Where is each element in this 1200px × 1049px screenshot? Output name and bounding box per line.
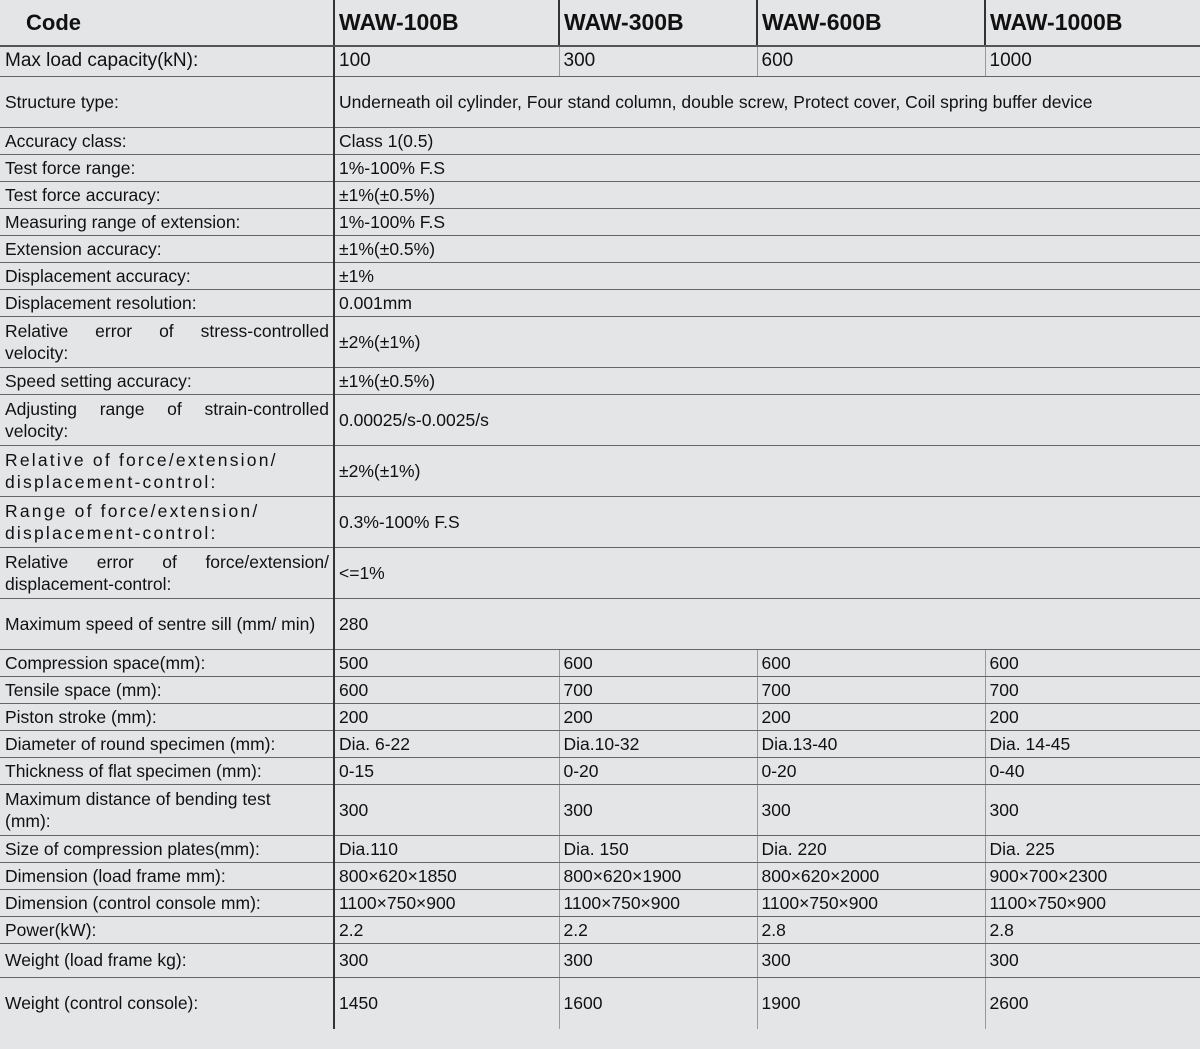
spec-value: 200: [334, 703, 559, 730]
model-header: WAW-600B: [757, 0, 985, 46]
spec-row: [0, 649, 1200, 676]
spec-value: ±2%(±1%): [334, 445, 1200, 496]
spec-value: 600: [334, 676, 559, 703]
spec-label: Adjusting range of strain-controlled velocity:: [0, 394, 334, 445]
spec-value: 800×620×1850: [334, 862, 559, 889]
model-header: WAW-1000B: [985, 0, 1200, 46]
spec-value: Dia. 14-45: [985, 730, 1200, 757]
spec-value: Dia.13-40: [757, 730, 985, 757]
spec-label: Speed setting accuracy:: [0, 367, 334, 394]
spec-row: [0, 76, 1200, 127]
spec-value: 300: [559, 943, 757, 977]
spec-value: 300: [985, 784, 1200, 835]
spec-row: [0, 208, 1200, 235]
spec-value: 800×620×1900: [559, 862, 757, 889]
spec-value: 700: [757, 676, 985, 703]
spec-value: 700: [985, 676, 1200, 703]
spec-row: [0, 316, 1200, 367]
spec-value: 300: [559, 46, 757, 76]
spec-label: Dimension (control console mm):: [0, 889, 334, 916]
spec-row: [0, 46, 1200, 76]
spec-row: [0, 676, 1200, 703]
spec-value: ±1%: [334, 262, 1200, 289]
spec-value: 1600: [559, 977, 757, 1029]
spec-value: Class 1(0.5): [334, 127, 1200, 154]
spec-label: Power(kW):: [0, 916, 334, 943]
spec-value: 600: [757, 649, 985, 676]
spec-value: 1100×750×900: [334, 889, 559, 916]
spec-value: 300: [334, 784, 559, 835]
spec-row: [0, 367, 1200, 394]
header-row: [0, 0, 1200, 46]
spec-value: 2.2: [559, 916, 757, 943]
spec-label: Compression space(mm):: [0, 649, 334, 676]
spec-label: Weight (load frame kg):: [0, 943, 334, 977]
spec-value: 200: [757, 703, 985, 730]
spec-value: 0.3%-100% F.S: [334, 496, 1200, 547]
model-header: WAW-300B: [559, 0, 757, 46]
spec-row: [0, 757, 1200, 784]
spec-value: ±1%(±0.5%): [334, 181, 1200, 208]
spec-value: 300: [757, 943, 985, 977]
spec-label: Maximum distance of bending test (mm):: [0, 784, 334, 835]
spec-label: Maximum speed of sentre sill (mm/ min): [0, 598, 334, 649]
spec-value: 600: [757, 46, 985, 76]
spec-value: 500: [334, 649, 559, 676]
spec-value: 1450: [339, 993, 378, 1014]
spec-value: 1100×750×900: [985, 889, 1200, 916]
spec-value: 2.8: [985, 916, 1200, 943]
spec-value: 0-40: [985, 757, 1200, 784]
spec-value: <=1%: [334, 547, 1200, 598]
spec-row: [0, 127, 1200, 154]
spec-label: Test force range:: [0, 154, 334, 181]
spec-value: Dia.10-32: [559, 730, 757, 757]
spec-row: [0, 977, 1200, 1029]
spec-value: 1100×750×900: [757, 889, 985, 916]
spec-row: [0, 703, 1200, 730]
spec-value: 800×620×2000: [757, 862, 985, 889]
spec-value: Dia. 6-22: [334, 730, 559, 757]
spec-value: 1%-100% F.S: [334, 208, 1200, 235]
spec-value: 1900: [757, 977, 985, 1029]
spec-row: [0, 235, 1200, 262]
spec-label: Displacement resolution:: [0, 289, 334, 316]
spec-label: Relative error of stress-controlled velocity:: [0, 316, 334, 367]
spec-label: Range of force/extension/ displacement-control:: [0, 496, 334, 547]
spec-label: Thickness of flat specimen (mm):: [0, 757, 334, 784]
spec-value: 300: [334, 943, 559, 977]
spec-row: [0, 943, 1200, 977]
spec-value: 0-15: [334, 757, 559, 784]
spec-value: 0-20: [559, 757, 757, 784]
spec-value: ±2%(±1%): [334, 316, 1200, 367]
spec-value: 1%-100% F.S: [334, 154, 1200, 181]
spec-value: Dia.110: [334, 835, 559, 862]
code-header: Code: [0, 0, 334, 46]
spec-label: Dimension (load frame mm):: [0, 862, 334, 889]
spec-value: 1000: [985, 46, 1200, 76]
spec-row: [0, 289, 1200, 316]
spec-row: [0, 730, 1200, 757]
spec-label: Relative of force/extension/ displacement-control:: [0, 445, 334, 496]
spec-row: [0, 154, 1200, 181]
spec-row: [0, 496, 1200, 547]
spec-label: Relative error of force/extension/ displacement-control:: [0, 547, 334, 598]
spec-value: 200: [559, 703, 757, 730]
spec-label: Extension accuracy:: [0, 235, 334, 262]
spec-label: Diameter of round specimen (mm):: [0, 730, 334, 757]
spec-label: Piston stroke (mm):: [0, 703, 334, 730]
spec-value: 1100×750×900: [559, 889, 757, 916]
spec-value: ±1%(±0.5%): [334, 235, 1200, 262]
spec-label: Displacement accuracy:: [0, 262, 334, 289]
spec-value: 200: [985, 703, 1200, 730]
spec-value: Dia. 225: [985, 835, 1200, 862]
spec-row: [0, 916, 1200, 943]
spec-value: 100: [334, 46, 559, 76]
spec-value: 900×700×2300: [985, 862, 1200, 889]
spec-row: [0, 784, 1200, 835]
model-header: WAW-100B: [334, 0, 559, 46]
spec-value: 2.2: [334, 916, 559, 943]
spec-row: [0, 889, 1200, 916]
spec-label: Weight (control console):: [0, 977, 334, 1029]
spec-value: 300: [559, 784, 757, 835]
spec-value: 0.001mm: [334, 289, 1200, 316]
spec-row: [0, 862, 1200, 889]
spec-value: 300: [985, 943, 1200, 977]
spec-value: 280: [334, 598, 1200, 649]
spec-row: [0, 394, 1200, 445]
spec-row: [0, 445, 1200, 496]
spec-value: 300: [757, 784, 985, 835]
spec-label: Size of compression plates(mm):: [0, 835, 334, 862]
spec-value: 600: [985, 649, 1200, 676]
spec-label: Max load capacity(kN):: [0, 46, 334, 76]
spec-value: 2.8: [757, 916, 985, 943]
spec-value: 600: [559, 649, 757, 676]
spec-value: 0-20: [757, 757, 985, 784]
spec-value: 0.00025/s-0.0025/s: [334, 394, 1200, 445]
spec-value: 700: [559, 676, 757, 703]
spec-label: Measuring range of extension:: [0, 208, 334, 235]
spec-value: Dia. 150: [559, 835, 757, 862]
spec-row: [0, 181, 1200, 208]
spec-row: [0, 598, 1200, 649]
spec-label: Test force accuracy:: [0, 181, 334, 208]
spec-label: Accuracy class:: [0, 127, 334, 154]
spec-value: ±1%(±0.5%): [334, 367, 1200, 394]
spec-value: Dia. 220: [757, 835, 985, 862]
spec-label: Tensile space (mm):: [0, 676, 334, 703]
spec-label: Structure type:: [0, 76, 334, 127]
spec-row: [0, 547, 1200, 598]
spec-value: 2600: [985, 977, 1200, 1029]
spec-row: [0, 835, 1200, 862]
spec-value: Underneath oil cylinder, Four stand column, double screw, Protect cover, Coil spring buffer device: [334, 76, 1200, 127]
spec-row: [0, 262, 1200, 289]
